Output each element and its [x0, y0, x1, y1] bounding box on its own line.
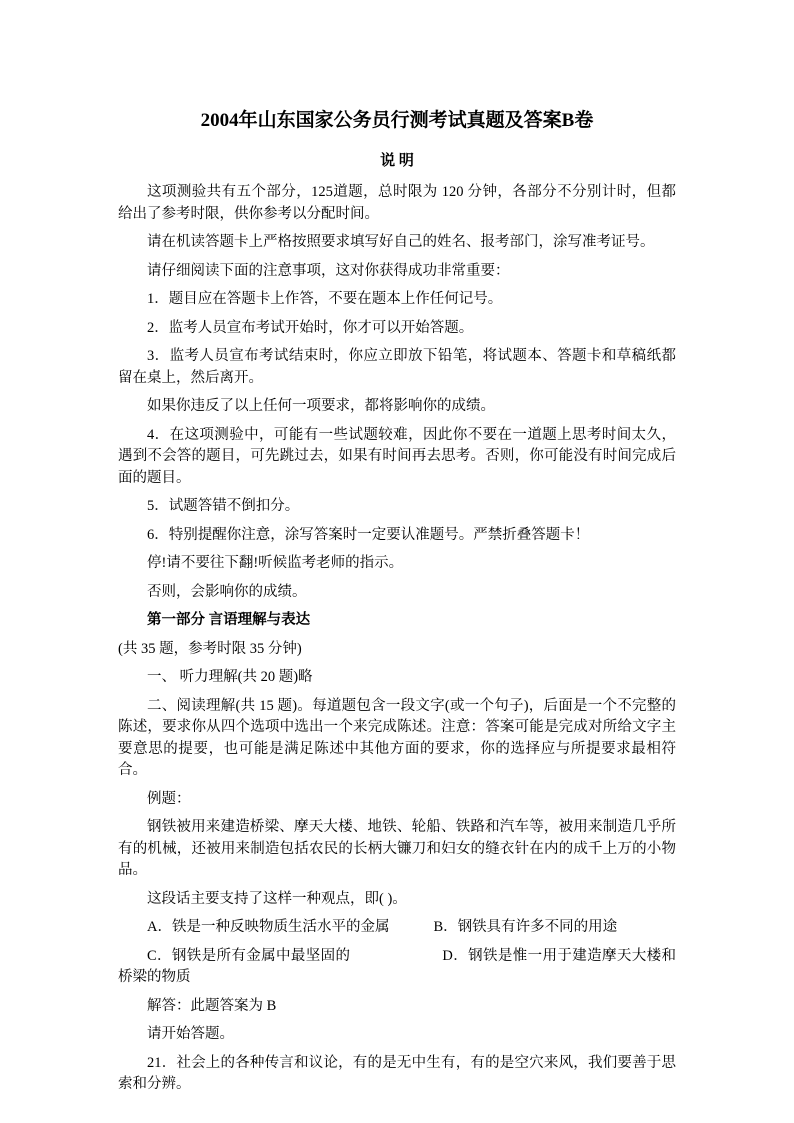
option-d: D．钢铁是惟一用于建造摩天大楼和桥梁的物质 [118, 947, 676, 985]
notice-paragraph-overview: 这项测验共有五个部分，125道题，总时限为 120 分钟，各部分不分别计时，但都给出了参考时限，供你参考以分配时间。 [118, 184, 676, 222]
example-passage: 钢铁被用来建造桥梁、摩天大楼、地铁、轮船、铁路和汽车等，被用来制造几乎所有的机械，还被用来制造包括农民的长柄大镰刀和妇女的缝衣针在内的成千上万的小物品。 [118, 819, 676, 878]
options-row-ab [118, 917, 676, 939]
options-ab-gap [389, 930, 433, 931]
option-a: A．铁是一种反映物质生活水平的金属 [147, 919, 390, 935]
option-c: C．钢铁是所有金属中最坚固的 [147, 947, 351, 964]
options-cd-gap [350, 959, 442, 960]
notice-paragraph-read-carefully: 请仔细阅读下面的注意事项，这对你获得成功非常重要： [147, 262, 510, 279]
option-b: B．钢铁具有许多不同的用途 [433, 919, 618, 935]
options-row-cd [118, 946, 676, 989]
notice-heading: 说 明 [380, 153, 414, 169]
question-21: 21．社会上的各种传言和议论，有的是无中生有，有的是空穴来风，我们要善于思索和分辨。 [118, 1054, 676, 1092]
document-title: 2004年山东国家公务员行测考试真题及答案B卷 [200, 110, 594, 131]
part1-listening-note: 一、 听力理解(共 20 题)略 [147, 669, 313, 685]
notice-warning: 如果你违反了以上任何一项要求，都将影响你的成绩。 [147, 398, 495, 414]
example-answer: 解答：此题答案为 B [147, 997, 277, 1014]
part1-heading: 第一部分 言语理解与表达 [147, 612, 311, 628]
begin-answering-note: 请开始答题。 [147, 1026, 234, 1042]
notice-item-5: 5．试题答错不倒扣分。 [147, 498, 300, 514]
notice-item-6: 6．特别提醒你注意，涂写答案时一定要认准题号。严禁折叠答题卡！ [147, 526, 590, 543]
part1-time-note: (共 35 题，参考时限 35 分钟) [118, 640, 302, 657]
notice-paragraph-answer-card: 请在机读答题卡上严格按照要求填写好自己的姓名、报考部门，涂写准考证号。 [147, 234, 655, 250]
example-question: 这段话主要支持了这样一种观点，即( )。 [147, 890, 407, 907]
notice-stop-line: 停!请不要往下翻!听候监考老师的指示。 [147, 555, 404, 571]
notice-item-3: 3．监考人员宣布考试结束时，你应立即放下铅笔，将试题本、答题卡和草稿纸都留在桌上，然后离开。 [118, 348, 676, 386]
notice-otherwise-line: 否则，会影响你的成绩。 [147, 583, 307, 600]
part1-reading-intro: 二、阅读理解(共 15 题)。每道题包含一段文字(或一个句子)，后面是一个不完整的陈述，要求你从四个选项中选出一个来完成陈述。注意：答案可能是完成对所给文字主要意思的提要，也可能是满足陈述中其他方面的要求，你的选择应与所提要求最相符合。 [118, 697, 676, 778]
notice-item-1: 1．题目应在答题卡上作答，不要在题本上作任何记号。 [147, 291, 503, 307]
notice-item-4: 4．在这项测验中，可能有一些试题较难，因此你不要在一道题上思考时间太久，遇到不会答的题目，可先跳过去，如果有时间再去思考。否则，你可能没有时间完成后面的题目。 [118, 426, 676, 486]
notice-item-2: 2．监考人员宣布考试开始时，你才可以开始答题。 [147, 319, 474, 336]
example-label: 例题： [147, 790, 191, 807]
